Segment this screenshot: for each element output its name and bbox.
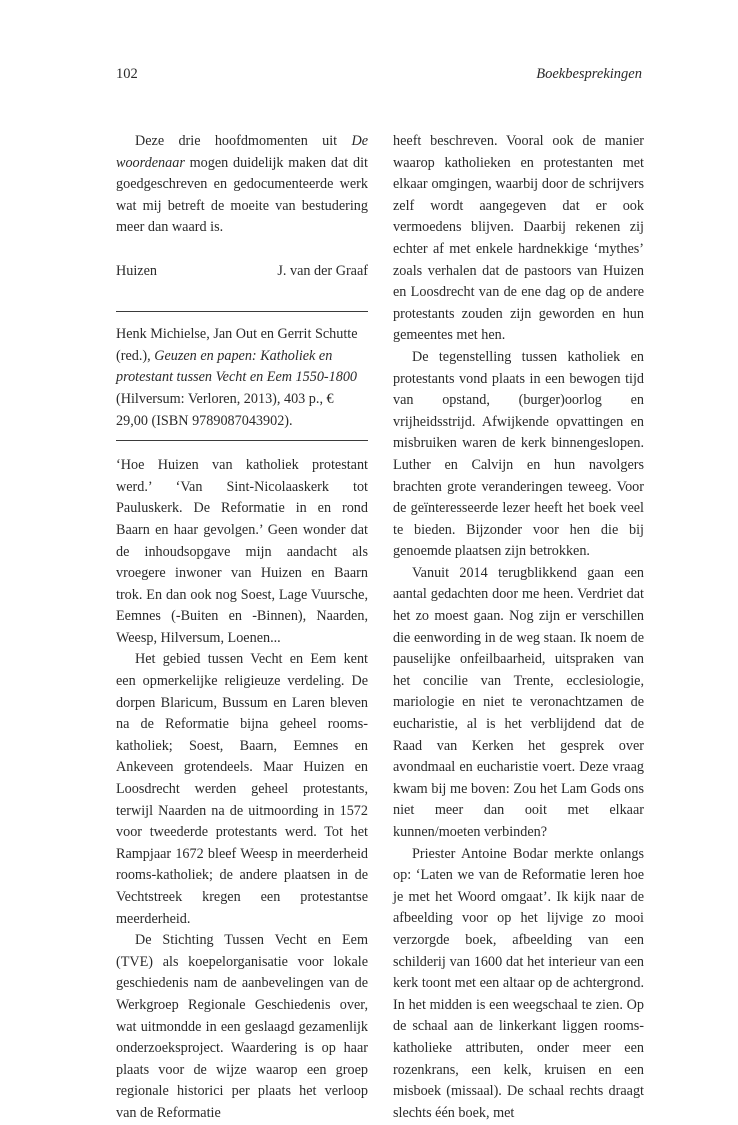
review-signature bbox=[116, 261, 368, 283]
book-title: Geuzen en papen: Katholiek en protestant tussen Vecht en Eem 1550-1800 bbox=[116, 347, 358, 386]
body-paragraph: Vanuit 2014 terugblikkend gaan een aantal gedachten door me heen. Verdriet dat het zo moest gaan. Nog zijn er verschillen die eenwording in de weg staan. Ik noem de pauselijke onfeilbaarheid, uitspraken van het concilie van Trente, ecclesiologie, mariologie en niet te veronachtzamen de eucharistie, al is het verblijdend dat de Raad van Kerken het gesprek over avondmaal en eucharistie voert. Deze vraag kwam bij me boven: Zou het Lam Gods ons niet meer dan ooit met elkaar kunnen/moeten verbinden? bbox=[393, 564, 644, 840]
book-editors: Henk Michielse, Jan Out en Gerrit Schutte (red.), bbox=[116, 326, 358, 364]
running-head: Boekbesprekingen bbox=[536, 66, 642, 82]
review-header bbox=[116, 324, 368, 432]
body-paragraph: Het gebied tussen Vecht en Eem kent een opmerkelijke religieuze verdeling. De dorpen Blaricum, Bussum en Laren bleven na de Reformatie bijna geheel rooms-katholiek; Soest, Baarn, Eemnes en Ankeveen grotendeels. Maar Huizen en Loosdrecht werden geheel protestants, terwijl Naarden na de uitmoording in 1572 voor tweederde protestants werd. Tot het Rampjaar 1672 bleef Weesp in meerderheid rooms-katholiek; de andere plaatsen in de Vechtstreek kregen een protestantse meerderheid. bbox=[116, 651, 368, 927]
signature-author: J. van der Graaf bbox=[277, 262, 368, 279]
closing-text-start: Deze drie hoofdmomenten uit bbox=[135, 133, 352, 149]
body-paragraph: heeft beschreven. Vooral ook de manier waarop katholieken en protestanten met elkaar omgingen, waarbij door de schrijvers zelf wordt aangegeven dat er ook vermoedens blijven. Daarbij rekenen zij echter af met enkele hardnekkige ‘mythes’ zoals verhalen dat de pastoors van Huizen en Loosdrecht van de ene dag op de andere protestants zouden zijn geworden en hun gemeentes met hen. bbox=[393, 133, 644, 344]
body-paragraph: ‘Hoe Huizen van katholiek protestant werd.’ ‘Van Sint-Nicolaaskerk tot Pauluskerk. De Reformatie in en rond Baarn en haar gevolgen.’ Geen wonder dat de inhoudsopgave mijn aandacht als vroegere inwoner van Huizen en Baarn trok. En dan ook nog Soest, Lage Vuursche, Eemnes (-Buiten en -Binnen), Naarden, Weesp, Hilversum, Loenen... bbox=[116, 457, 368, 646]
closing-paragraph bbox=[116, 131, 368, 239]
body-paragraph: De Stichting Tussen Vecht en Eem (TVE) als koepelorganisatie voor lokale geschiedenis nam de aanbevelingen van de Werkgroep Regionale Geschiedenis over, wat uitmondde in een geslaagd gezamenlijk onderzoeksproject. Waardering is op haar plaats voor de wijze waarop een groep regionale historici per plaats het verloop van de Reformatie bbox=[116, 932, 368, 1121]
body-paragraph: Priester Antoine Bodar merkte onlangs op: ‘Laten we van de Reformatie leren hoe je met het Woord omgaat’. Ik kijk naar de afbeelding voor op het lijvige zo mooi verzorgde boek, afbeelding van een schilderij van 1600 dat het interieur van een kerk toont met een altaar op de achtergrond. In het midden is een weegschaal te zien. Op de schaal aan de linkerkant liggen rooms-katholieke attributen, onder meer een rozenkrans, een kelk, kruisen en een misboek (missaal). De schaal rechts draagt slechts één boek, met bbox=[393, 845, 644, 1121]
page-number: 102 bbox=[116, 66, 138, 82]
divider-top bbox=[116, 311, 368, 312]
divider-bottom bbox=[116, 440, 368, 441]
left-column bbox=[116, 131, 368, 1125]
right-column bbox=[393, 131, 644, 1124]
bibliographic-entry bbox=[116, 324, 368, 432]
closing-book-title: De woordenaar bbox=[116, 133, 368, 171]
signature-place: Huizen bbox=[116, 262, 157, 279]
closing-text-end: mogen duidelijk maken dat dit goedgeschreven en gedocumenteerde werk wat mij betreft de moeite van bestudering meer dan waard is. bbox=[116, 154, 368, 236]
body-paragraph: De tegenstelling tussen katholiek en protestants vond plaats in een bewogen tijd van opstand, (burger)oorlog en vrijheidsstrijd. Afwijkende opvattingen en misbruiken waren de kerk binnengeslopen. Luther en Calvijn en hun navolgers brachten grote veranderingen teweeg. Voor de geïnteresseerde lezer heeft het boek veel te bieden. Bijzonder voor hen die bij genoemde plaatsen zijn betrokken. bbox=[393, 348, 644, 560]
book-publication-details: (Hilversum: Verloren, 2013), 403 p., € 29,00 (ISBN 9789087043902). bbox=[116, 390, 334, 429]
